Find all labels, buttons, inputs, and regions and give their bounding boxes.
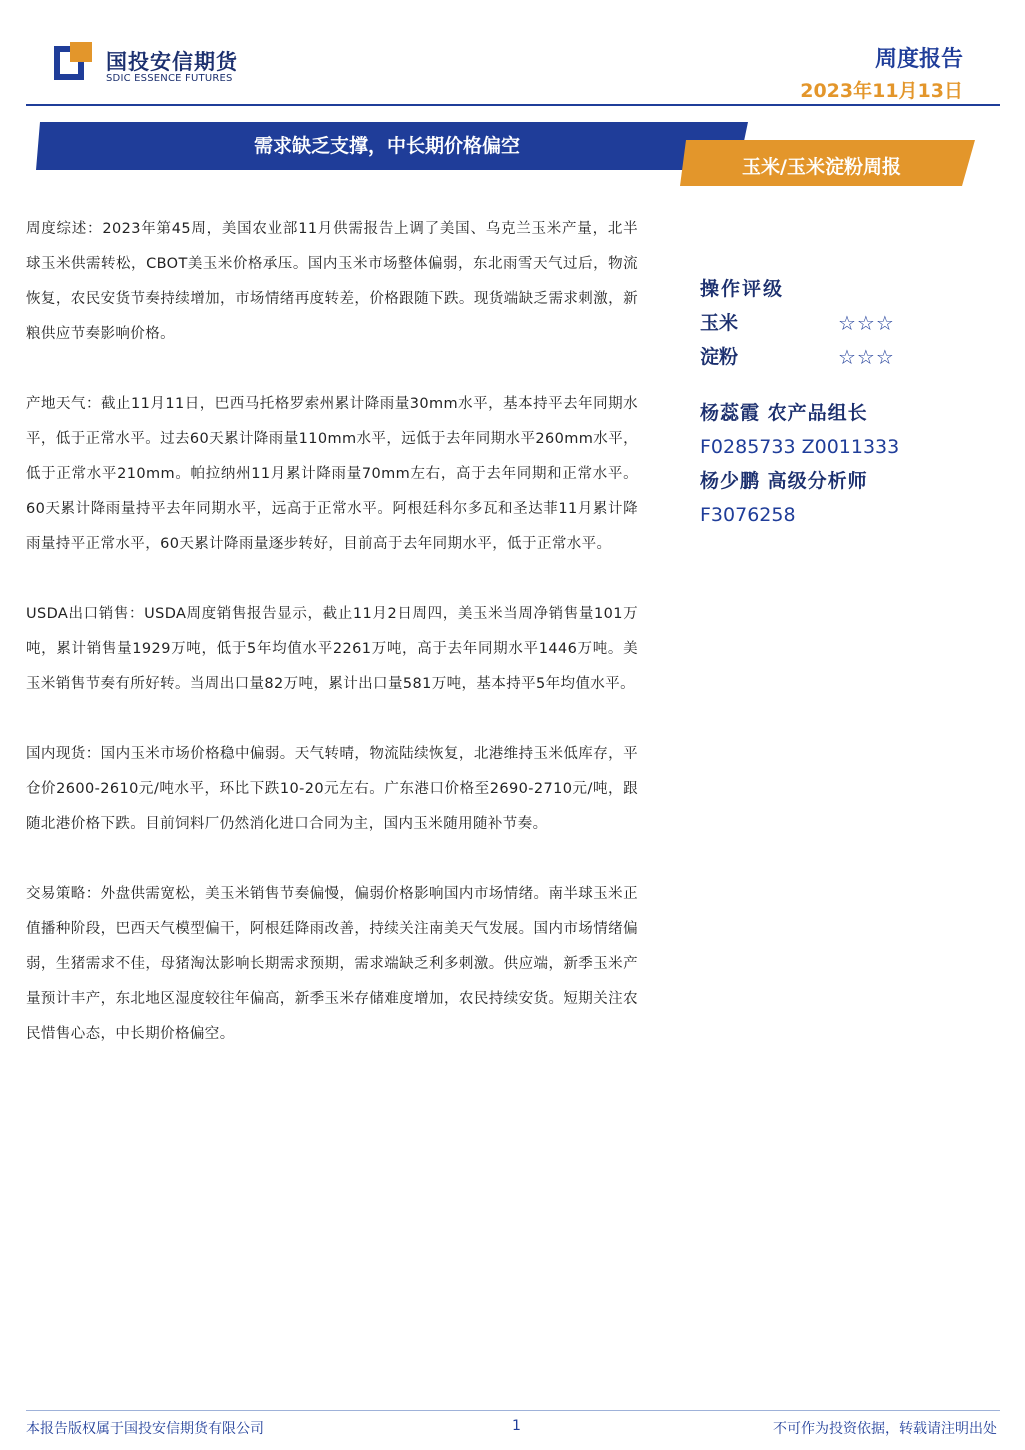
disclaimer-notice: 不可作为投资依据，转载请注明出处	[773, 1421, 997, 1437]
paragraph-trading-strategy: 交易策略：外盘供需宽松，美玉米销售节奏偏慢，偏弱价格影响国内市场情绪。南半球玉米正值播种阶段，巴西天气模型偏干，阿根廷降雨改善，持续关注南美天气发展。国内市场情绪偏弱，生猪需求不佳，母猪淘汰影响长期需求预期，需求端缺乏利多刺激。供应端，新季玉米产量预计丰产，东北地区湿度较往年偏高，新季玉米存储难度增加，农民持续安货。短期关注农民惜售心态，中长期价格偏空。	[26, 886, 638, 1042]
logo-english-name: SDIC ESSENCE FUTURES	[106, 73, 233, 84]
page-number: 1	[512, 1418, 521, 1434]
copyright-notice: 本报告版权属于国投安信期货有限公司	[26, 1421, 264, 1437]
analyst-name-title: 杨少鹏 高级分析师	[700, 470, 868, 492]
sidebar	[700, 272, 960, 532]
rating-label: 玉米	[700, 312, 739, 334]
report-series-title: 玉米/玉米淀粉周报	[742, 156, 901, 178]
analyst-certificate: F3076258	[700, 504, 796, 526]
report-body	[26, 212, 638, 1087]
rating-row-starch	[700, 340, 960, 374]
rating-title: 操作评级	[700, 278, 785, 300]
footer-divider	[26, 1410, 1000, 1411]
report-type: 周度报告	[874, 47, 963, 72]
header-divider	[26, 104, 1000, 106]
report-date: 2023年11月13日	[800, 80, 963, 102]
analyst-certificate: F0285733 Z0011333	[700, 436, 900, 458]
logo-mark-icon	[54, 42, 94, 82]
company-logo	[54, 42, 244, 88]
rating-label: 淀粉	[700, 346, 739, 368]
paragraph-weather: 产地天气：截止11月11日，巴西马托格罗索州累计降雨量30mm水平，基本持平去年同期水平，低于正常水平。过去60天累计降雨量110mm水平，远低于去年同期水平260mm水平，低于正常水平210mm。帕拉纳州11月累计降雨量70mm左右，高于去年同期和正常水平。60天累计降雨量持平去年同期水平，远高于正常水平。阿根廷科尔多瓦和圣达菲11月累计降雨量持平正常水平，60天累计降雨量逐步转好，目前高于去年同期水平，低于正常水平。	[26, 396, 638, 552]
logo-chinese-name: 国投安信期货	[106, 50, 238, 74]
analyst-name-title: 杨蕊霞 农产品组长	[700, 402, 868, 424]
paragraph-usda-export: USDA出口销售：USDA周度销售报告显示，截止11月2日周四，美玉米当周净销售量101万吨，累计销售量1929万吨，低于5年均值水平2261万吨，高于去年同期水平1446万吨。美玉米销售节奏有所好转。当周出口量82万吨，累计出口量581万吨，基本持平5年均值水平。	[26, 606, 638, 692]
report-headline: 需求缺乏支撑，中长期价格偏空	[254, 135, 521, 157]
paragraph-domestic-spot: 国内现货：国内玉米市场价格稳中偏弱。天气转晴，物流陆续恢复，北港维持玉米低库存，平仓价2600-2610元/吨水平，环比下跌10-20元左右。广东港口价格至2690-2710元/吨，跟随北港价格下跌。目前饲料厂仍然消化进口合同为主，国内玉米随用随补节奏。	[26, 746, 638, 832]
rating-row-corn	[700, 306, 960, 340]
paragraph-weekly-summary: 周度综述：2023年第45周，美国农业部11月供需报告上调了美国、乌克兰玉米产量，北半球玉米供需转松，CBOT美玉米价格承压。国内玉米市场整体偏弱，东北雨雪天气过后，物流恢复，农民安货节奏持续增加，市场情绪再度转差，价格跟随下跌。现货端缺乏需求刺激，新粮供应节奏影响价格。	[26, 221, 638, 342]
star-rating-icon: ☆☆☆	[838, 345, 895, 369]
star-rating-icon: ☆☆☆	[838, 311, 895, 335]
